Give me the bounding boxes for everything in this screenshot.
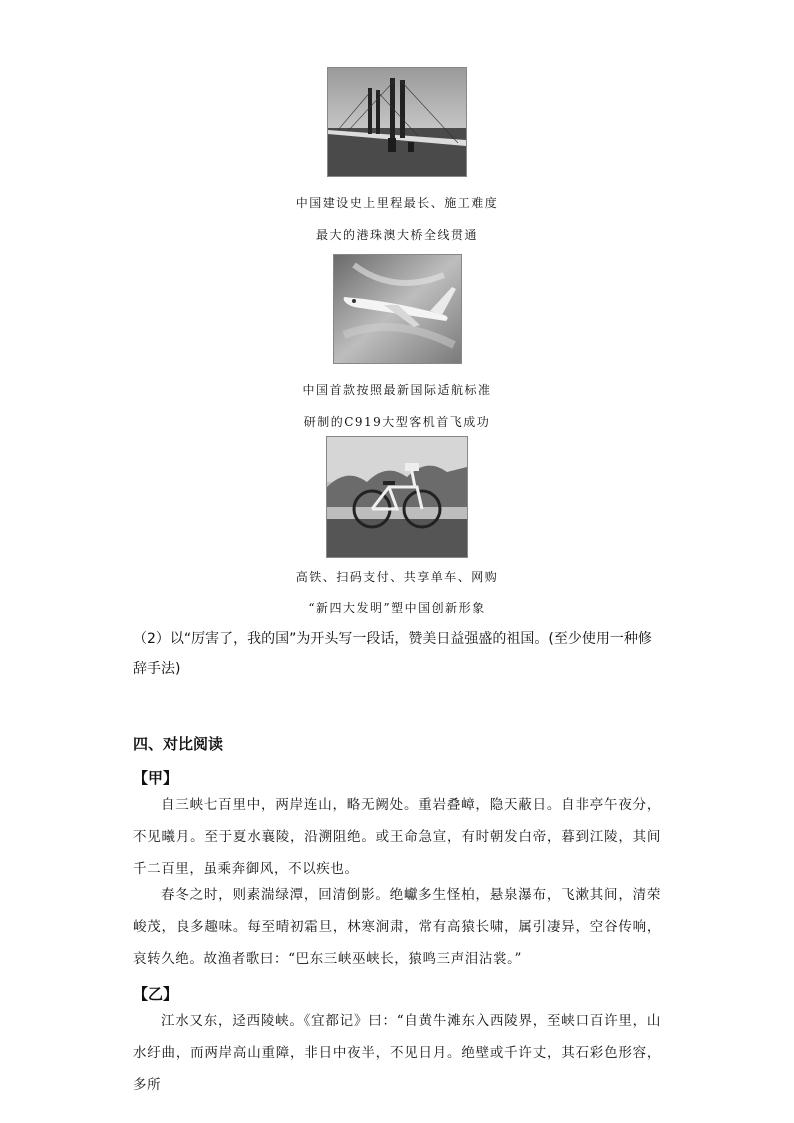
bridge-icon	[328, 68, 466, 176]
bicycle-icon	[327, 437, 467, 557]
passage-paragraph: 自三峡七百里中，两岸连山，略无阙处。重岩叠嶂，隐天蔽日。自非亭午夜分，不见曦月。至于夏水襄陵，沿溯阻绝。或王命急宣，有时朝发白帝，暮到江陵，其间千二百里，虽乘奔御风，不以疾也。	[133, 797, 661, 877]
passage-paragraph: 江水又东，迳西陵峡。《宜都记》曰：“自黄牛滩东入西陵界，至峡口百许里，山水纡曲，而两岸高山重障，非日中夜半，不见日月。绝壁或千许丈，其石彩色形容，多所	[133, 1013, 661, 1093]
figure-caption: 研制的C919大型客机首飞成功	[303, 415, 491, 429]
question-2: （2）以“厉害了，我的国”为开头写一段话，赞美日益强盛的祖国。(至少使用一种修辞手法)	[133, 631, 652, 677]
bicycle-photo	[326, 436, 468, 558]
airplane-icon	[334, 255, 461, 363]
airplane-photo	[333, 254, 462, 364]
figure-caption: 中国首款按照最新国际适航标准	[302, 383, 492, 397]
bridge-photo	[327, 67, 467, 177]
figure-caption: 高铁、扫码支付、共享单车、网购	[295, 570, 499, 584]
passage-label-jia: 【甲】	[133, 769, 179, 787]
figure-caption: “新四大发明”塑中国创新形象	[308, 601, 486, 615]
figure-caption: 最大的港珠澳大桥全线贯通	[315, 228, 478, 242]
section-title: 四、对比阅读	[133, 735, 224, 753]
passage-paragraph: 春冬之时，则素湍绿潭，回清倒影。绝巘多生怪柏，悬泉瀑布，飞漱其间，清荣峻茂，良多趣味。每至晴初霜旦，林寒涧肃，常有高猿长啸，属引凄异，空谷传响，哀转久绝。故渔者歌曰：“巴东三峡巫峡长，猿鸣三声泪沾裳。”	[133, 887, 661, 967]
figure-caption: 中国建设史上里程最长、施工难度	[295, 196, 499, 210]
passage-label-yi: 【乙】	[133, 985, 179, 1003]
